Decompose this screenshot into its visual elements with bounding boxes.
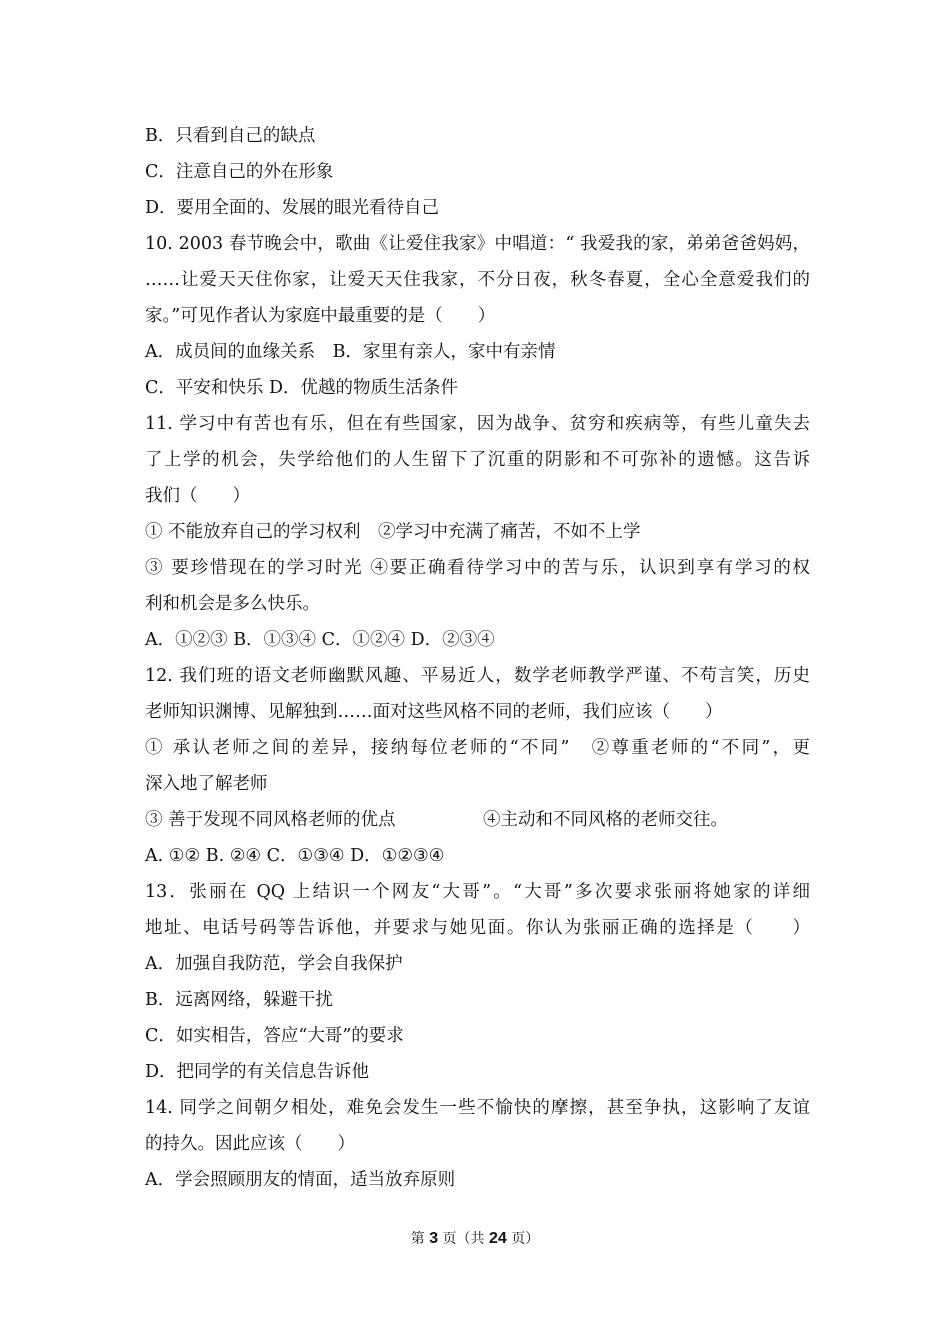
option-line: C．平安和快乐 D．优越的物质生活条件: [145, 378, 458, 398]
statement-line: ③ 要珍惜现在的学习时光 ④要正确看待学习中的苦与乐，认识到享有学习的权: [145, 558, 810, 578]
footer-page-number: 3: [429, 1230, 439, 1247]
option-line: A. ①② B. ②④ C．①③④ D．①②③④: [145, 846, 445, 866]
footer-total-pages: 24: [489, 1230, 507, 1247]
statement-line: ① 承认老师之间的差异，接纳每位老师的“不同” ②尊重老师的“不同”，更: [145, 738, 810, 758]
statement-line: 利和机会是多么快乐。: [145, 594, 320, 614]
question-10-line: 10. 2003 春节晚会中，歌曲《让爱住我家》中唱道：“ 我爱我的家，弟弟爸爸妈妈，: [145, 234, 810, 254]
option-line: A．①②③ B．①③④ C．①②④ D．②③④: [145, 630, 495, 650]
statement-line: 深入地了解老师: [145, 774, 268, 794]
statement-line: ① 不能放弃自己的学习权利 ②学习中充满了痛苦，不如不上学: [145, 522, 641, 542]
footer-prefix: 第: [410, 1231, 425, 1247]
option-line: B．只看到自己的缺点: [145, 126, 316, 146]
question-10-line: ……让爱天天住你家，让爱天天住我家，不分日夜，秋冬春夏，全心全意爱我们的: [145, 270, 810, 290]
question-12-line: 老师知识渊博、见解独到……面对这些风格不同的老师，我们应该（ ）: [145, 702, 723, 722]
question-11-line: 了上学的机会，失学给他们的人生留下了沉重的阴影和不可弥补的遗憾。这告诉: [145, 450, 810, 470]
option-line: B．远离网络，躲避干扰: [145, 990, 333, 1010]
option-line: C．注意自己的外在形象: [145, 162, 334, 182]
page-content: [145, 118, 810, 1198]
option-line: A．学会照顾朋友的情面，适当放弃原则: [145, 1170, 456, 1190]
question-10-line: 家。”可见作者认为家庭中最重要的是（ ）: [145, 306, 496, 326]
question-13-line: 地址、电话号码等告诉他，并要求与她见面。你认为张丽正确的选择是（ ）: [145, 918, 810, 938]
option-line: A．加强自我防范，学会自我保护: [145, 954, 403, 974]
option-line: D．要用全面的、发展的眼光看待自己: [145, 198, 440, 218]
footer-middle: 页（共: [442, 1231, 485, 1247]
option-line: C．如实相告，答应“大哥”的要求: [145, 1026, 404, 1046]
statement-line: ③ 善于发现不同风格老师的优点 ④主动和不同风格的老师交往。: [145, 810, 729, 830]
question-12-line: 12. 我们班的语文老师幽默风趣、平易近人，数学老师教学严谨、不苟言笑，历史: [145, 666, 810, 686]
question-11-line: 11. 学习中有苦也有乐，但在有些国家，因为战争、贫穷和疾病等，有些儿童失去: [145, 414, 810, 434]
footer-suffix: 页）: [511, 1231, 540, 1247]
question-14-line: 的持久。因此应该（ ）: [145, 1134, 355, 1154]
option-line: D．把同学的有关信息告诉他: [145, 1062, 370, 1082]
question-11-line: 我们（ ）: [145, 486, 250, 506]
question-13-line: 13．张丽在 QQ 上结识一个网友“大哥”。“大哥”多次要求张丽将她家的详细: [145, 882, 810, 902]
option-line: A．成员间的血缘关系 B．家里有亲人，家中有亲情: [145, 342, 556, 362]
question-14-line: 14. 同学之间朝夕相处，难免会发生一些不愉快的摩擦，甚至争执，这影响了友谊: [145, 1098, 810, 1118]
page-footer: [0, 1228, 950, 1248]
